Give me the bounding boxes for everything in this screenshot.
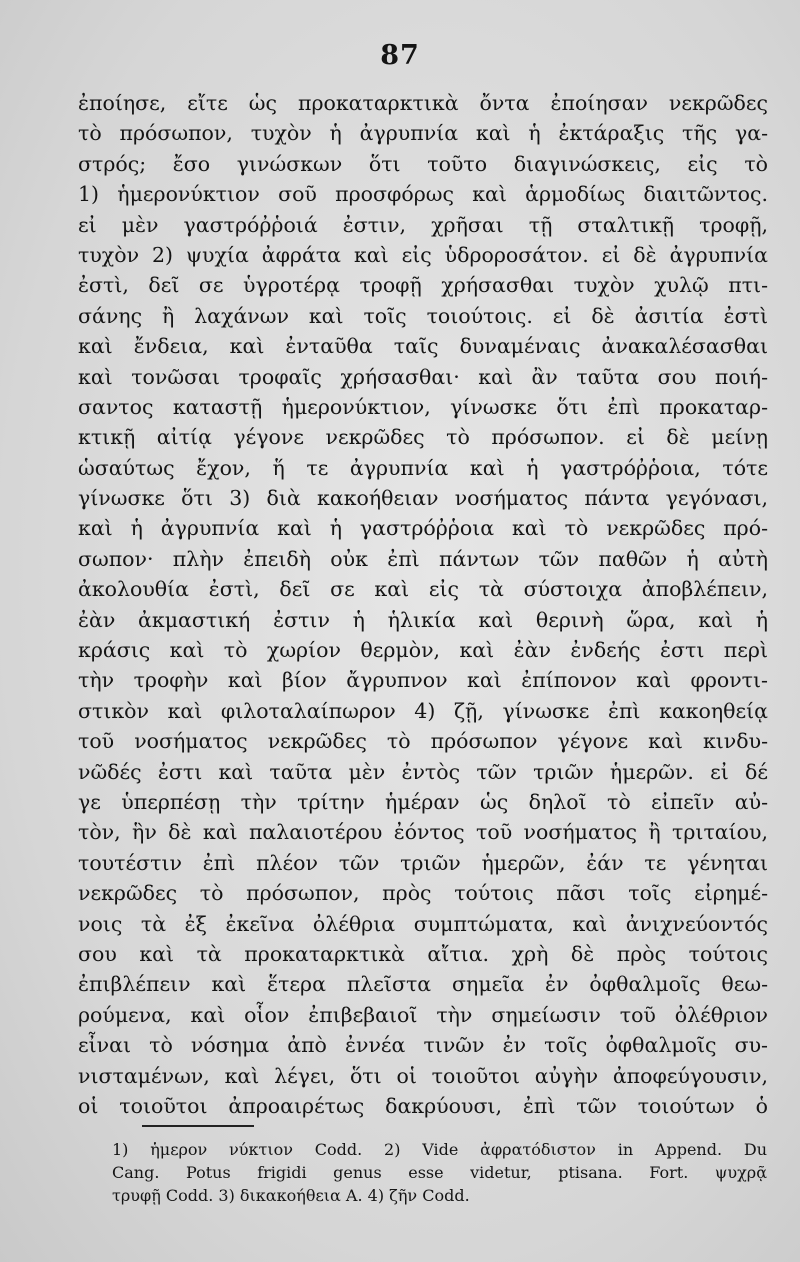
text-line: τὴν τροφὴν καὶ βίον ἄγρυπνον καὶ ἐπίπονον καὶ φροντι- [78,668,768,693]
text-line: στικὸν καὶ φιλοταλαίπωρον 4) ζῇ, γίνωσκε ἐπὶ κακοηθείᾳ [78,698,768,723]
text-line: νοις τὰ ἐξ ἐκεῖνα ὀλέθρια συμπτώματα, καὶ ἀνιχνεύοντός [78,911,768,936]
text-line: κράσις καὶ τὸ χωρίον θερμὸν, καὶ ἐὰν ἐνδεής ἐστι περὶ [78,638,768,663]
text-line: σου καὶ τὰ προκαταρκτικὰ αἴτια. χρὴ δὲ πρὸς τούτοις [78,941,768,966]
footnote-line: 1) ἡμερον νύκτιον Codd. 2) Vide ἀφρατόδιστον in Append. Du [112,1140,767,1159]
text-line: τυχὸν 2) ψυχία ἀφράτα καὶ εἰς ὑδροροσάτον. εἰ δὲ ἀγρυπνία [78,242,768,267]
text-line: ἐστὶ, δεῖ σε ὑγροτέρᾳ τροφῇ χρήσασθαι τυχὸν χυλῷ πτι- [78,273,768,298]
text-line: τοῦ νοσήματος νεκρῶδες τὸ πρόσωπον γέγονε καὶ κινδυ- [78,729,768,754]
text-line: γίνωσκε ὅτι 3) διὰ κακοήθειαν νοσήματος πάντα γεγόνασι, [78,486,768,511]
text-line: στρός; ἔσο γινώσκων ὅτι τοῦτο διαγινώσκεις, εἰς τὸ [78,151,768,176]
text-line: σαντος καταστῇ ἡμερονύκτιον, γίνωσκε ὅτι ἐπὶ προκαταρ- [78,394,768,419]
main-text-block [78,88,768,1121]
text-line: νεκρῶδες τὸ πρόσωπον, πρὸς τούτοις πᾶσι τοῖς εἰρημέ- [78,881,768,906]
text-line: σάνης ἢ λαχάνων καὶ τοῖς τοιούτοις. εἰ δὲ ἀσιτία ἐστὶ [78,303,768,328]
footnotes [112,1138,767,1207]
text-line: ἐπιβλέπειν καὶ ἕτερα πλεῖστα σημεῖα ἐν ὀφθαλμοῖς θεω- [78,972,768,997]
text-line: κτικῇ αἰτίᾳ γέγονε νεκρῶδες τὸ πρόσωπον. εἰ δὲ μείνῃ [78,425,768,450]
text-line: εἶναι τὸ νόσημα ἀπὸ ἐννέα τινῶν ἐν τοῖς ὀφθαλμοῖς συ- [78,1033,768,1058]
text-line: ρούμενα, καὶ οἷον ἐπιβεβαιοῖ τὴν σημείωσιν τοῦ ὀλέθριον [78,1002,768,1027]
text-line: τουτέστιν ἐπὶ πλέον τῶν τριῶν ἡμερῶν, ἐάν τε γένηται [78,850,768,875]
text-line: εἰ μὲν γαστρόῤῥοιά ἐστιν, χρῆσαι τῇ σταλτικῇ τροφῇ, [78,212,768,237]
page-number: 87 [380,40,420,71]
text-line: καὶ τονῶσαι τροφαῖς χρήσασθαι· καὶ ἂν ταῦτα σου ποιή- [78,364,768,389]
text-line: ἀκολουθία ἐστὶ, δεῖ σε καὶ εἰς τὰ σύστοιχα ἀποβλέπειν, [78,577,768,602]
text-line: τὸ πρόσωπον, τυχὸν ἡ ἀγρυπνία καὶ ἡ ἐκτάραξις τῆς γα- [78,121,768,146]
text-line: ἐὰν ἀκμαστική ἐστιν ἡ ἡλικία καὶ θερινὴ ὥρα, καὶ ἡ [78,607,768,632]
text-line: ὡσαύτως ἔχον, ἥ τε ἀγρυπνία καὶ ἡ γαστρόῤῥοια, τότε [78,455,768,480]
text-line: ἐποίησε, εἴτε ὡς προκαταρκτικὰ ὄντα ἐποίησαν νεκρῶδες [78,91,768,115]
footnote-divider [142,1125,254,1127]
footnote-line: τρυφῇ Codd. 3) δικακοήθεια A. 4) ζῆν Codd. [112,1186,470,1205]
text-line: γε ὑπερπέσῃ τὴν τρίτην ἡμέραν ὡς δηλοῖ τὸ εἰπεῖν αὐ- [78,789,768,814]
text-line: οἱ τοιοῦτοι ἀπροαιρέτως δακρύουσι, ἐπὶ τῶν τοιούτων ὁ [78,1093,768,1118]
text-line: καὶ ἡ ἀγρυπνία καὶ ἡ γαστρόῤῥοια καὶ τὸ νεκρῶδες πρό- [78,516,768,541]
text-line: νισταμένων, καὶ λέγει, ὅτι οἱ τοιοῦτοι αὐγὴν ἀποφεύγουσιν, [78,1063,768,1088]
text-line: τὸν, ἣν δὲ καὶ παλαιοτέρου ἐόντος τοῦ νοσήματος ἢ τριταίου, [78,820,768,845]
text-line: σωπον· πλὴν ἐπειδὴ οὐκ ἐπὶ πάντων τῶν παθῶν ἡ αὐτὴ [78,546,768,571]
footnote-line: Cang. Potus frigidi genus esse videtur, ptisana. Fort. ψυχρᾷ [112,1163,767,1182]
text-line: 1) ἡμερονύκτιον σοῦ προσφόρως καὶ ἁρμοδίως διαιτῶντος. [78,182,768,207]
text-line: νῶδές ἐστι καὶ ταῦτα μὲν ἐντὸς τῶν τριῶν ἡμερῶν. εἰ δέ [78,759,768,784]
text-line: καὶ ἔνδεια, καὶ ἐνταῦθα ταῖς δυναμέναις ἀνακαλέσασθαι [78,334,768,359]
